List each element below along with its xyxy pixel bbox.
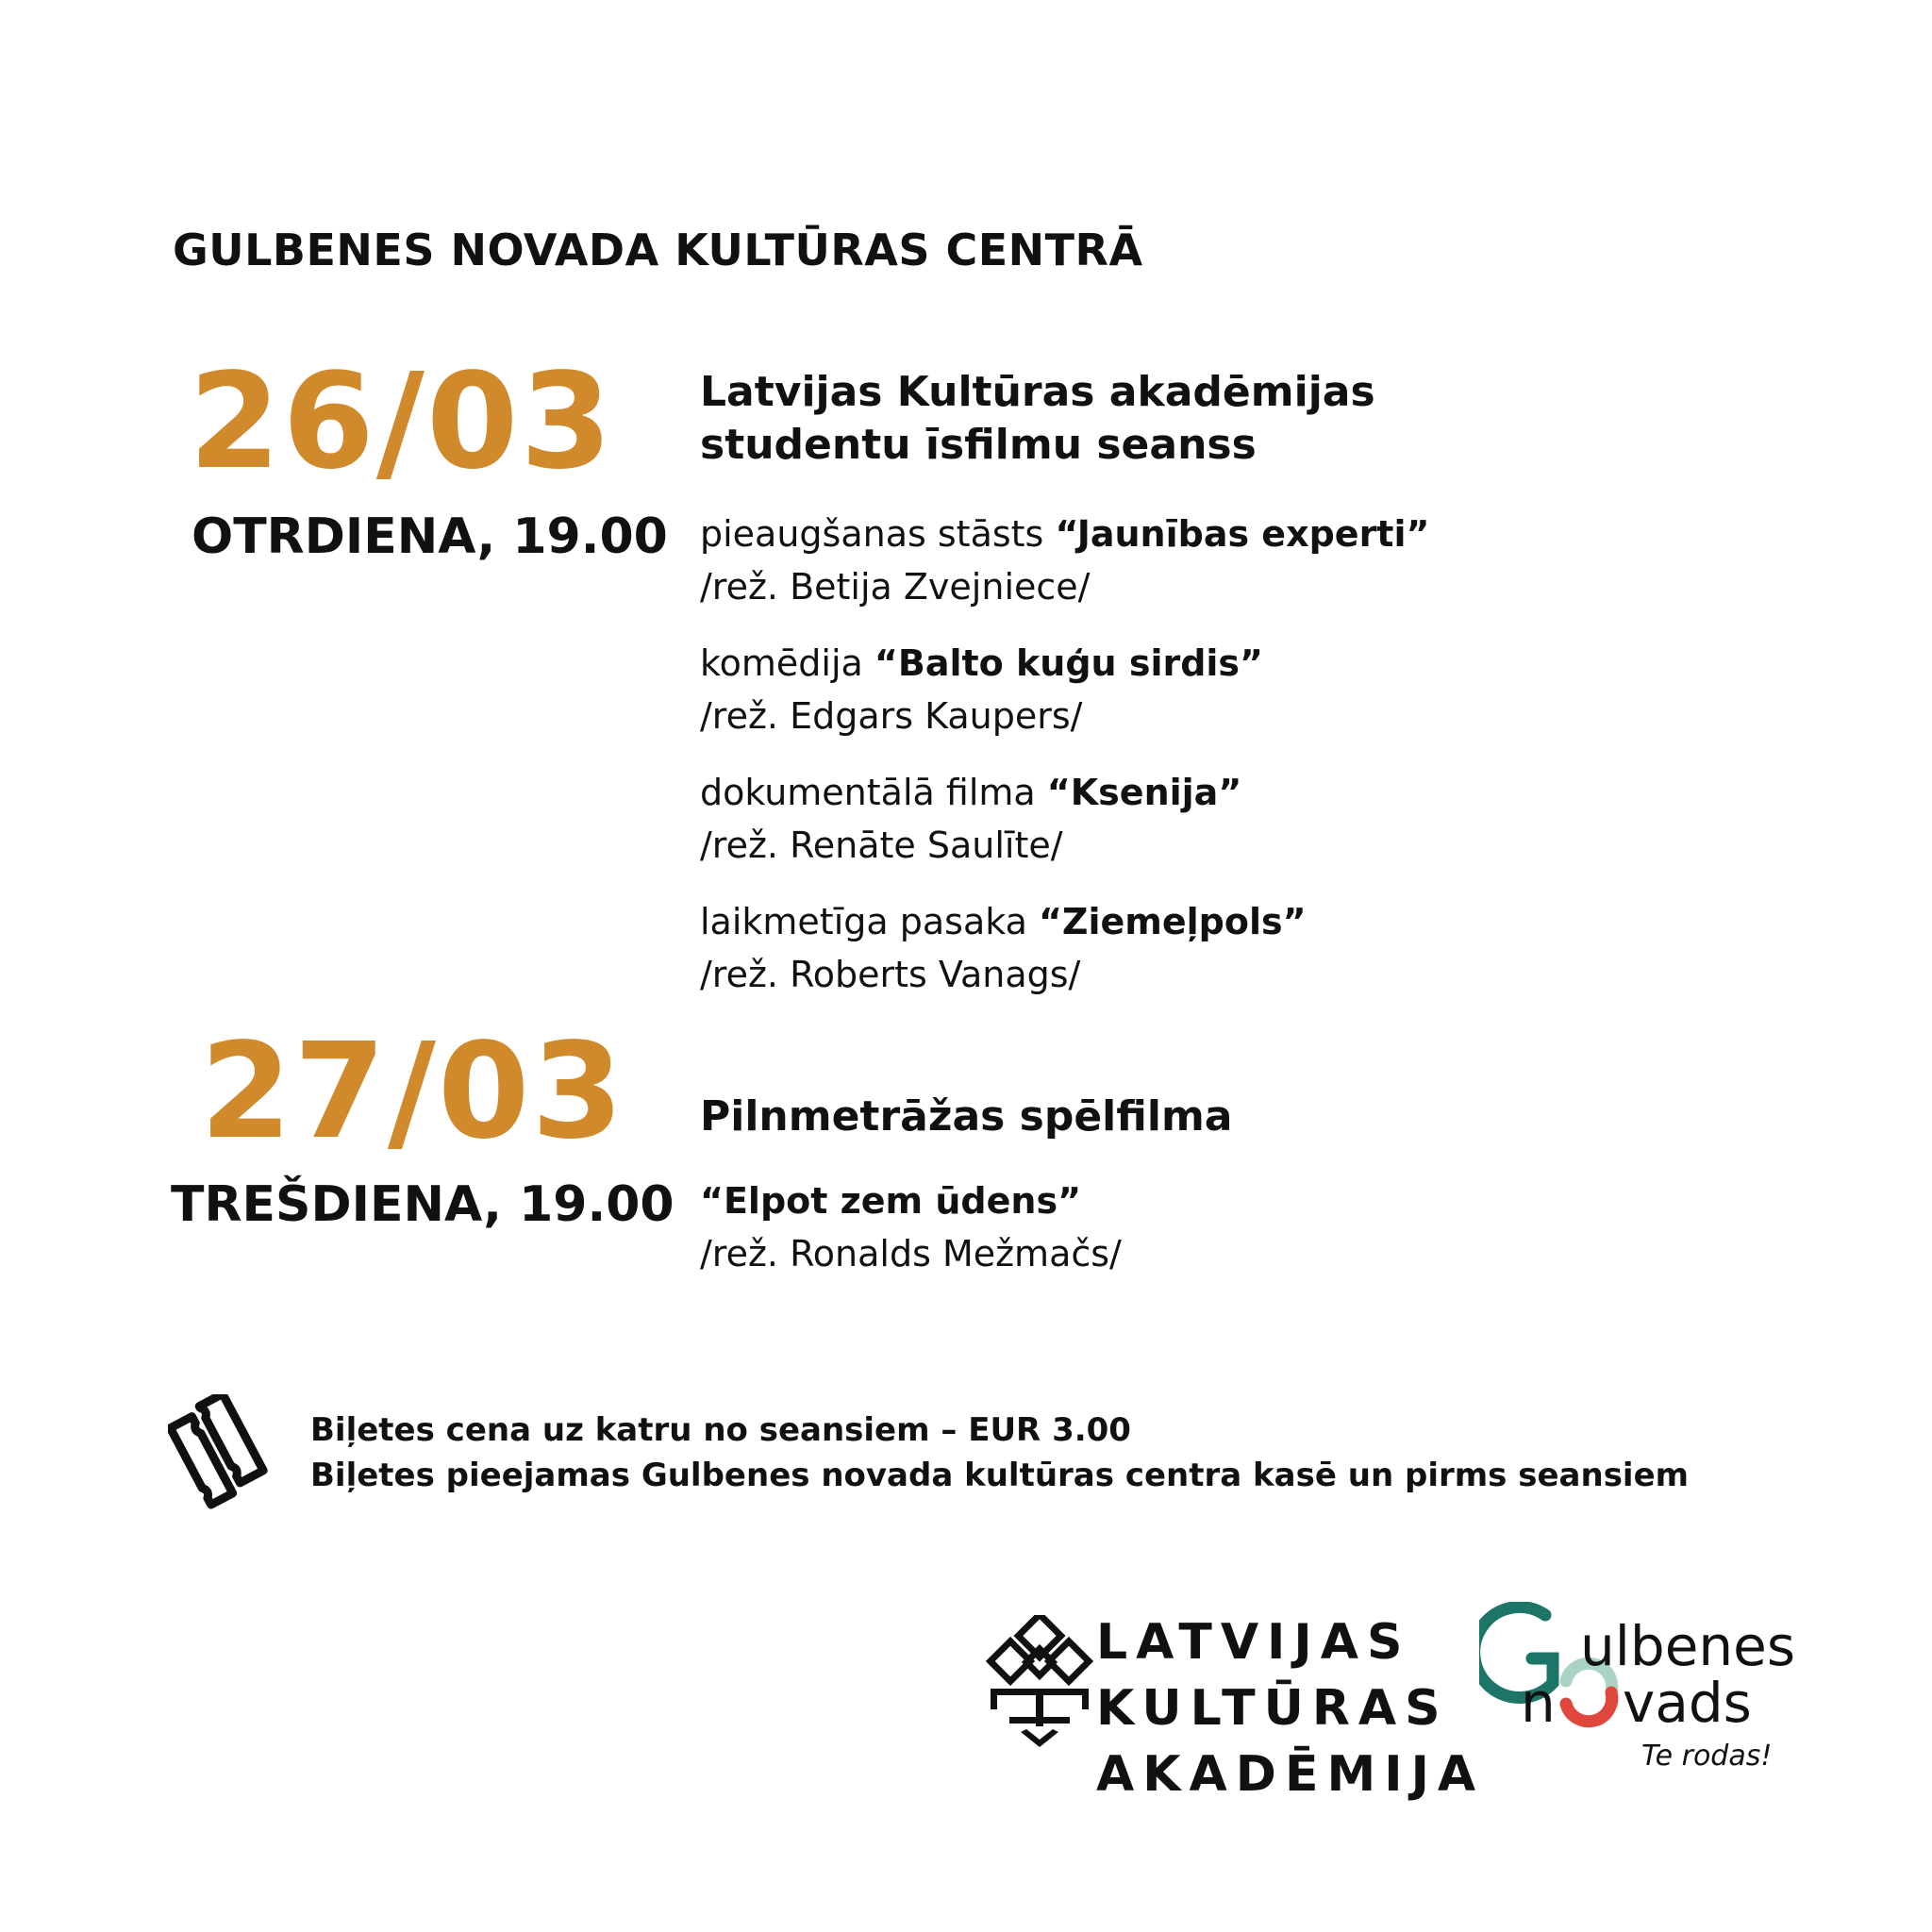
- lka-emblem-icon: [983, 1615, 1096, 1753]
- film-genre: komēdija: [700, 642, 874, 684]
- film-director: /rež. Roberts Vanags/: [700, 954, 1081, 995]
- film-item: [700, 637, 1263, 742]
- film-item: [700, 1174, 1122, 1280]
- novads-text: vads: [1623, 1671, 1752, 1735]
- film-name: “Balto kuģu sirdis”: [874, 642, 1264, 684]
- film-name: “Ziemeļpols”: [1038, 901, 1307, 942]
- film-director: /rež. Ronalds Mežmačs/: [700, 1233, 1122, 1274]
- weekday-day1: OTRDIENA, 19.00: [192, 508, 668, 565]
- film-item: [700, 895, 1307, 1001]
- film-name: “Ksenija”: [1046, 772, 1242, 813]
- film-item: [700, 508, 1429, 613]
- gulbenes-text: ulbenes: [1580, 1614, 1796, 1678]
- film-name: “Jaunības experti”: [1055, 513, 1430, 555]
- lka-line1: LATVIJAS: [1096, 1614, 1411, 1671]
- ticket-icon: [168, 1394, 274, 1515]
- event-title-day2: Pilnmetrāžas spēlfilma: [700, 1092, 1233, 1141]
- film-name: “Elpot zem ūdens”: [700, 1180, 1082, 1222]
- gulbenes-slogan: Te rodas!: [1641, 1740, 1773, 1773]
- film-director: /rež. Edgars Kaupers/: [700, 695, 1083, 737]
- film-director: /rež. Betija Zvejniece/: [700, 566, 1091, 608]
- event-title-line1: Latvijas Kultūras akadēmijas: [700, 368, 1375, 416]
- event-title-line2: studentu īsfilmu seanss: [700, 421, 1257, 469]
- weekday-day2: TREŠDIENA, 19.00: [171, 1176, 675, 1233]
- film-director: /rež. Renāte Saulīte/: [700, 824, 1063, 866]
- film-genre: pieaugšanas stāsts: [700, 513, 1056, 555]
- film-genre: dokumentālā filma: [700, 772, 1047, 813]
- ticket-price: Biļetes cena uz katru no seansiem – EUR 3.00: [310, 1411, 1131, 1449]
- date-day1: 26/03: [189, 345, 614, 499]
- ticket-availability: Biļetes pieejamas Gulbenes novada kultūras centra kasē un pirms seansiem: [310, 1457, 1690, 1494]
- lka-line3: AKADĒMIJA: [1096, 1746, 1485, 1803]
- date-day2: 27/03: [200, 1015, 625, 1169]
- lka-line2: KULTŪRAS: [1096, 1680, 1449, 1737]
- film-item: [700, 766, 1241, 872]
- venue-heading: GULBENES NOVADA KULTŪRAS CENTRĀ: [173, 225, 1143, 275]
- film-genre: laikmetīga pasaka: [700, 901, 1039, 942]
- novads-n: n: [1521, 1671, 1556, 1735]
